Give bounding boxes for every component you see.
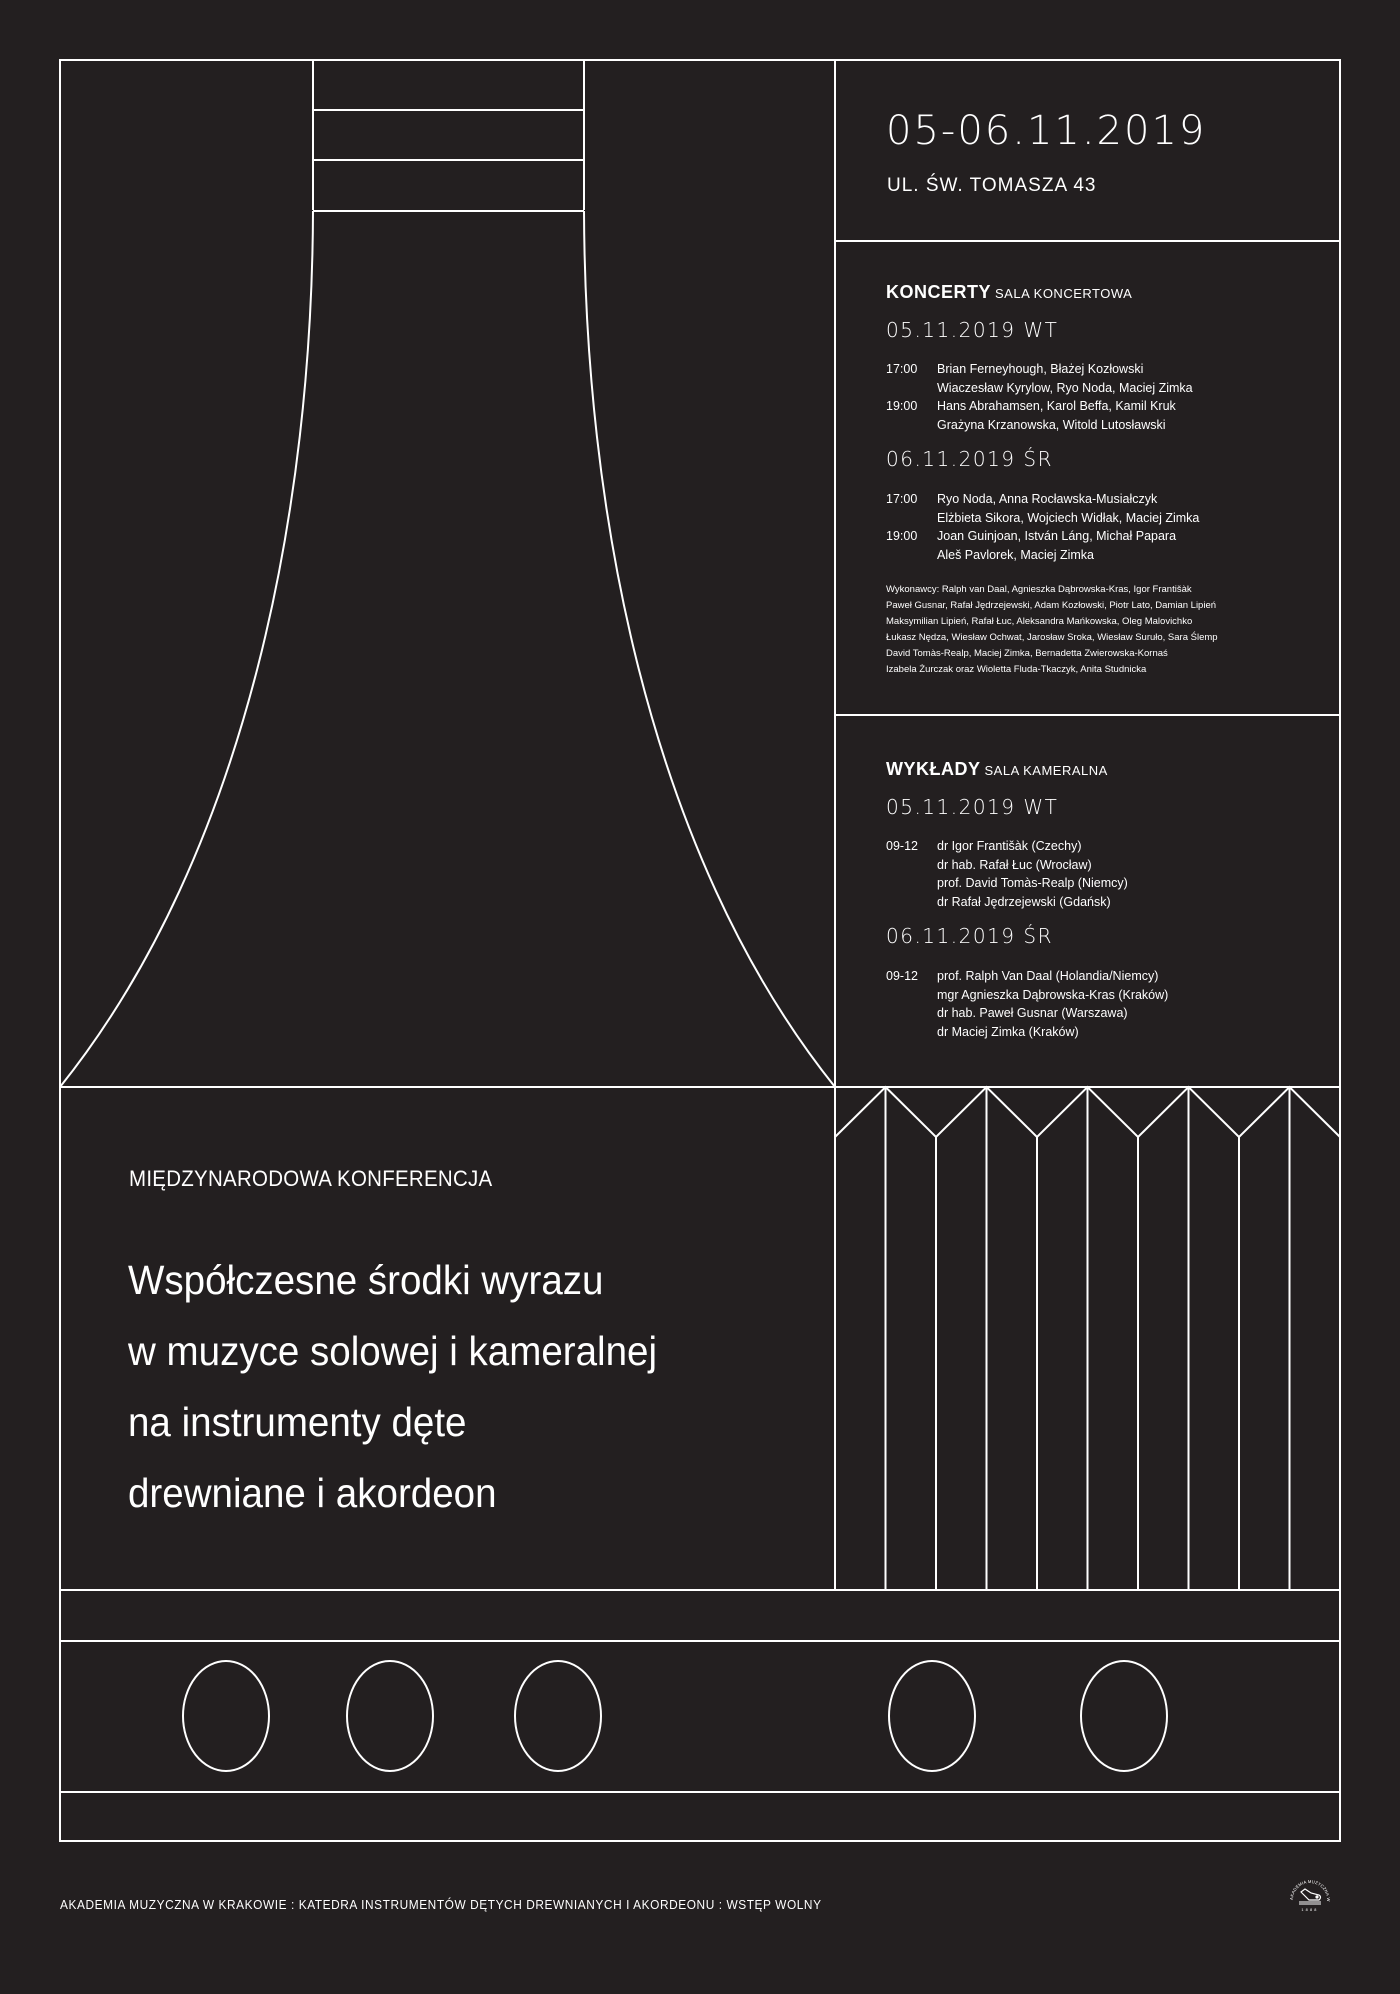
logo-year: 1888 [1301, 1908, 1319, 1912]
slot-time: 09-12 [886, 839, 918, 853]
tone-hole [347, 1661, 433, 1771]
tone-hole [889, 1661, 975, 1771]
slot-time: 17:00 [886, 492, 918, 506]
schedule-slot [886, 837, 1128, 911]
slot-line: Aleš Pavlorek, Maciej Zimka [937, 547, 1094, 562]
slot-line: Brian Ferneyhough, Błażej Kozłowski [937, 362, 1144, 376]
event-address: UL. ŚW. TOMASZA 43 [887, 175, 1097, 196]
concerts-day-1-date: 05.11.2019 WT [886, 318, 1059, 342]
performers-line: Maksymilian Lipień, Rafał Łuc, Aleksandra Mańkowska, Oleg Malovichko [886, 616, 1193, 627]
footer-organizers: AKADEMIA MUZYCZNA W KRAKOWIE : KATEDRA INSTRUMENTÓW DĘTYCH DREWNIANYCH I AKORDEONU : WSTĘP WOLNY [60, 1898, 822, 1912]
slot-time: 19:00 [886, 399, 918, 413]
slot-line: Elżbieta Sikora, Wojciech Widłak, Maciej Zimka [937, 510, 1200, 525]
slot-line: dr Rafał Jędrzejewski (Gdańsk) [937, 894, 1111, 909]
concerts-heading [886, 282, 1132, 303]
slot-line: dr hab. Paweł Gusnar (Warszawa) [937, 1006, 1128, 1020]
slot-line: Grażyna Krzanowska, Witold Lutosławski [937, 417, 1166, 432]
conference-title-line: na instrumenty dęte [128, 1399, 467, 1445]
academy-logo-icon [1285, 1870, 1335, 1920]
tone-holes-icon [183, 1661, 1167, 1771]
slot-time: 09-12 [886, 969, 918, 983]
performers-line: Izabela Żurczak oraz Wioletta Fluda-Tkaczyk, Anita Studnicka [886, 664, 1147, 675]
slot-time: 19:00 [886, 529, 918, 543]
concerts-day-1-schedule [886, 360, 1193, 434]
slot-line: Wiaczesław Kyrylow, Ryo Noda, Maciej Zimka [937, 380, 1193, 395]
outer-frame [60, 60, 1340, 1841]
instrument-bell-icon [60, 60, 835, 1087]
conference-title [128, 1245, 657, 1529]
schedule-slot [886, 967, 1168, 1041]
accordion-bellows-icon [835, 1087, 1340, 1590]
slot-line: prof. David Tomàs-Realp (Niemcy) [937, 876, 1128, 890]
performers-line: Łukasz Nędza, Wiesław Ochwat, Jarosław Sroka, Wiesław Suruło, Sara Ślemp [886, 632, 1218, 643]
conference-label: MIĘDZYNARODOWA KONFERENCJA [129, 1166, 493, 1191]
performers-line: David Tomàs-Realp, Maciej Zimka, Bernadetta Zwierowska-Kornaś [886, 648, 1168, 659]
performers-line: Paweł Gusnar, Rafał Jędrzejewski, Adam Kozłowski, Piotr Lato, Damian Lipień [886, 600, 1217, 611]
svg-text:AKADEMIA MUZYCZNA W KRAKOWIE [1285, 1870, 1331, 1902]
slot-line: prof. Ralph Van Daal (Holandia/Niemcy) [937, 969, 1159, 983]
tone-hole [515, 1661, 601, 1771]
slot-line: Ryo Noda, Anna Rocławska-Musiałczyk [937, 492, 1158, 506]
event-date-range: 05-06.11.2019 [886, 108, 1207, 154]
lectures-day-1-date: 05.11.2019 WT [886, 795, 1059, 819]
performers-list [886, 582, 1306, 678]
schedule-slot [886, 527, 1199, 564]
concerts-venue: SALA KONCERTOWA [995, 286, 1133, 301]
schedule-slot [886, 490, 1199, 527]
tone-hole [1081, 1661, 1167, 1771]
concerts-day-2-schedule [886, 490, 1199, 564]
slot-time: 17:00 [886, 362, 918, 376]
logo-ring-text: AKADEMIA MUZYCZNA W [1288, 1878, 1332, 1902]
lectures-day-1-schedule [886, 837, 1128, 911]
slot-line: mgr Agnieszka Dąbrowska-Kras (Kraków) [937, 987, 1169, 1002]
slot-line: dr hab. Rafał Łuc (Wrocław) [937, 857, 1092, 872]
slot-line: dr Igor Františàk (Czechy) [937, 839, 1082, 853]
slot-line: Hans Abrahamsen, Karol Beffa, Kamil Kruk [937, 399, 1176, 413]
performers-line: Wykonawcy: Ralph van Daal, Agnieszka Dąbrowska-Kras, Igor Františàk [886, 584, 1192, 595]
lectures-day-2-schedule [886, 967, 1168, 1041]
slot-line: dr Maciej Zimka (Kraków) [937, 1024, 1079, 1039]
schedule-slot [886, 397, 1193, 434]
lectures-day-2-date: 06.11.2019 ŚR [886, 924, 1053, 948]
lectures-title: WYKŁADY [886, 759, 981, 779]
concerts-title: KONCERTY [886, 282, 992, 302]
conference-title-line: w muzyce solowej i kameralnej [128, 1328, 658, 1374]
schedule-slot [886, 360, 1193, 397]
concerts-day-2-date: 06.11.2019 ŚR [886, 447, 1053, 471]
tone-hole [183, 1661, 269, 1771]
slot-line: Joan Guinjoan, István Láng, Michał Papara [937, 529, 1177, 543]
lectures-venue: SALA KAMERALNA [984, 763, 1108, 778]
lectures-heading [886, 759, 1108, 780]
conference-title-line: Współczesne środki wyrazu [128, 1257, 604, 1303]
conference-title-line: drewniane i akordeon [128, 1470, 497, 1516]
